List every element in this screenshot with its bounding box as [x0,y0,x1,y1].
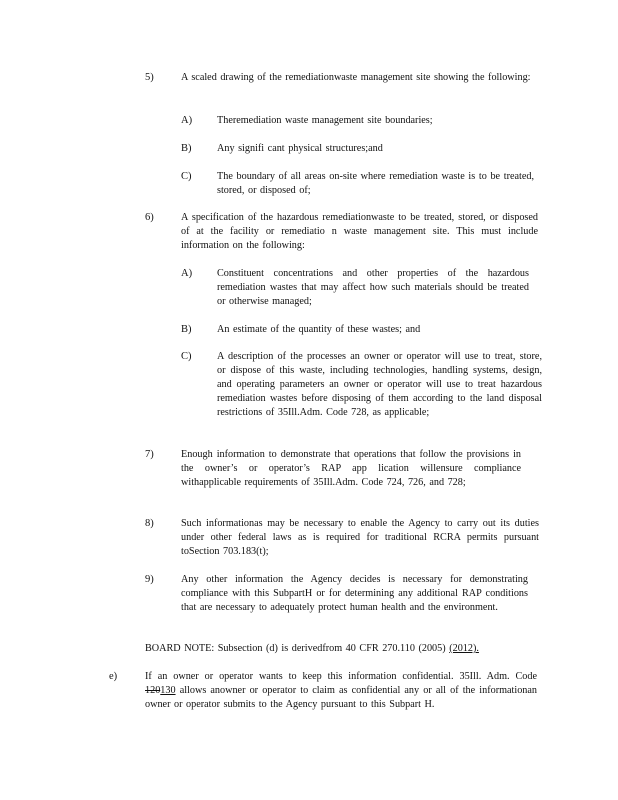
item-5b-number: B) [181,143,192,154]
item-5-number: 5) [145,72,154,83]
item-5c-text: The boundary of all areas on-site where remediation waste is to be treated, stored, or disposed of; [217,171,534,196]
inserted-text: 130 [160,685,176,696]
item-e-text [145,670,537,712]
item-5c-number: C) [181,171,192,182]
board-note-text: BOARD NOTE: Subsection (d) is derivedfrom 40 CFR 270.110 (2005) [145,643,446,654]
item-5a-number: A) [181,115,193,126]
item-e-text-before: If an owner or operator wants to keep this information confidential. 35Ill. Adm. Code [145,671,537,682]
item-7-number: 7) [145,449,154,460]
item-6a-text: Constituent concentrations and other properties of the hazardous remediation wastes that may affect how such materials should be treated or otherwise managed; [217,268,529,307]
board-note [145,642,545,656]
item-7-text: Enough information to demonstrate that operations that follow the provisions in the owner’s or operator’s RAP app lication willensure compliance withapplicable requirements of 35Ill.Adm. Code 724, 726, and 728; [181,449,521,488]
item-e-text-after: allows anowner or operator to claim as confidential any or all of the informationan owner or operator submits to the Agency pursuant to this Subpart H. [145,685,537,710]
item-6b-number: B) [181,324,192,335]
item-8-text: Such informationas may be necessary to enable the Agency to carry out its duties under other federal laws as is required for traditional RCRA permits pursuant toSection 703.183(t); [181,518,539,557]
item-6b-text: An estimate of the quantity of these wastes; and [217,324,421,335]
item-6-text: A specification of the hazardous remediationwaste to be treated, stored, or disposed of at the facility or remediatio n waste management site. This must include information on the following: [181,212,538,251]
item-6a-number: A) [181,268,193,279]
item-5a-text: Theremediation waste management site boundaries; [217,115,433,126]
board-note-amendment: (2012). [449,643,479,654]
item-8-number: 8) [145,518,154,529]
item-6c-number: C) [181,351,192,362]
item-5b-text: Any signifi cant physical structures;and [217,143,383,154]
item-9-text: Any other information the Agency decides is necessary for demonstrating compliance with this SubpartH or for determining any additional RAP conditions that are necessary to adequately protect human health and the environment. [181,574,528,613]
deleted-text: 120 [145,685,161,696]
item-6-number: 6) [145,212,154,223]
item-9-number: 9) [145,574,154,585]
item-e-number: e) [109,671,118,682]
item-6c-text: A description of the processes an owner or operator will use to treat, store, or dispose of this waste, including technologies, handling systems, design, and operating parameters an owner or operator will use to treat hazardous remediation wastes before disposing of them according to the land disposal restrictions of 35Ill.Adm. Code 728, as applicable; [217,351,542,418]
item-5-text: A scaled drawing of the remediationwaste management site showing the following: [181,72,531,83]
